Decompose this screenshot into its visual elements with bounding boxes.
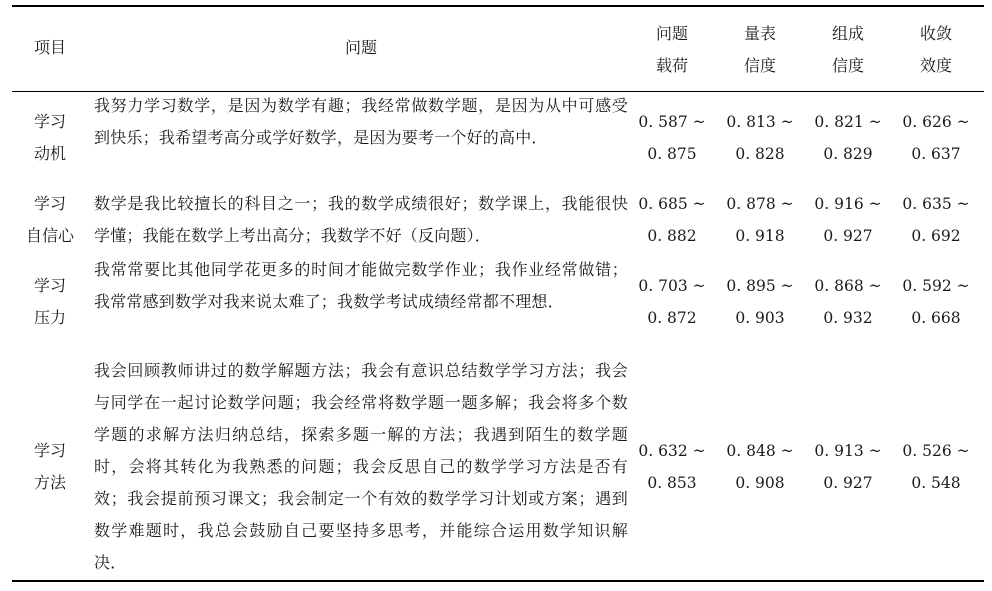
row3-conv-val-to: 0. 668 [911,309,961,327]
row1-item-line1: 学习 [33,112,66,131]
row2-scale-rel-to: 0. 918 [735,227,785,245]
row2-loading-from: 0. 685 ~ [638,195,706,213]
row1-loading-from: 0. 587 ~ [638,113,706,131]
row2-scale-rel-from: 0. 878 ~ [726,195,794,213]
row4-scale-rel-from: 0. 848 ~ [726,442,794,460]
header-scale-reliability-1: 量表 [743,24,776,43]
row4-comp-rel-from: 0. 913 ~ [814,442,882,460]
row3-item-line2: 压力 [33,308,66,327]
table-bottom-rule [12,580,984,582]
row1-scale-rel-to: 0. 828 [735,145,785,163]
header-composite-reliability-2: 信度 [831,56,864,75]
row2-question: 数学是我比较擅长的科目之一；我的数学成绩很好；数学课上，我能很快学懂；我能在数学上考出高分；我数学不好（反向题）． [94,194,628,245]
row4-conv-val-from: 0. 526 ~ [902,442,970,460]
row1-comp-rel-to: 0. 829 [823,145,873,163]
row2-conv-val-from: 0. 635 ~ [902,195,970,213]
row2-comp-rel-to: 0. 927 [823,227,873,245]
row4-scale-rel-to: 0. 908 [735,474,785,492]
header-loading-1: 问题 [655,24,688,43]
row4-loading-to: 0. 853 [647,474,697,492]
header-question: 问题 [344,38,377,57]
row4-loading-from: 0. 632 ~ [638,442,706,460]
row4-item-line2: 方法 [33,473,66,492]
row2-item-line1: 学习 [33,194,66,213]
row3-scale-rel-from: 0. 895 ~ [726,277,794,295]
row3-loading-from: 0. 703 ~ [638,277,706,295]
row3-question: 我常常要比其他同学花更多的时间才能做完数学作业；我作业经常做错；我常常感到数学对我来说太难了；我数学考试成绩经常都不理想． [94,260,628,311]
row1-loading-to: 0. 875 [647,145,697,163]
row2-loading-to: 0. 882 [647,227,697,245]
row1-conv-val-from: 0. 626 ~ [902,113,970,131]
row3-loading-to: 0. 872 [647,309,697,327]
row2-item-line2: 自信心 [25,226,74,245]
row2-comp-rel-from: 0. 916 ~ [814,195,882,213]
row4-question: 我会回顾教师讲过的数学解题方法；我会有意识总结数学学习方法；我会与同学在一起讨论数学问题；我会经常将数学题一题多解；我会将多个数学题的求解方法归纳总结，探索多题一解的方法；我遇到陌生的数学题时，会将其转化为我熟悉的问题；我会反思自己的数学学习方法是否有效；我会提前预习课文；我会制定一个有效的数学学习计划或方案；遇到数学难题时，我总会鼓励自己要坚持多思考，并能综合运用数学知识解决． [94,361,628,572]
row1-comp-rel-from: 0. 821 ~ [814,113,882,131]
row4-conv-val-to: 0. 548 [911,474,961,492]
row1-scale-rel-from: 0. 813 ~ [726,113,794,131]
header-convergent-validity-1: 收敛 [919,24,952,43]
row1-item-line2: 动机 [33,144,66,163]
row1-conv-val-to: 0. 637 [911,145,961,163]
header-scale-reliability-2: 信度 [743,56,776,75]
row4-item-line1: 学习 [33,441,66,460]
row2-conv-val-to: 0. 692 [911,227,961,245]
header-item: 项目 [33,38,66,57]
header-loading-2: 载荷 [655,56,688,75]
header-convergent-validity-2: 效度 [919,56,952,75]
table-top-rule [12,5,984,7]
row1-question: 我努力学习数学，是因为数学有趣；我经常做数学题，是因为从中可感受到快乐；我希望考高分或学好数学，是因为要考一个好的高中． [94,96,628,147]
row3-comp-rel-from: 0. 868 ~ [814,277,882,295]
row3-conv-val-from: 0. 592 ~ [902,277,970,295]
row3-scale-rel-to: 0. 903 [735,309,785,327]
row4-comp-rel-to: 0. 927 [823,474,873,492]
row3-comp-rel-to: 0. 932 [823,309,873,327]
header-composite-reliability-1: 组成 [831,24,864,43]
row3-item-line1: 学习 [33,276,66,295]
